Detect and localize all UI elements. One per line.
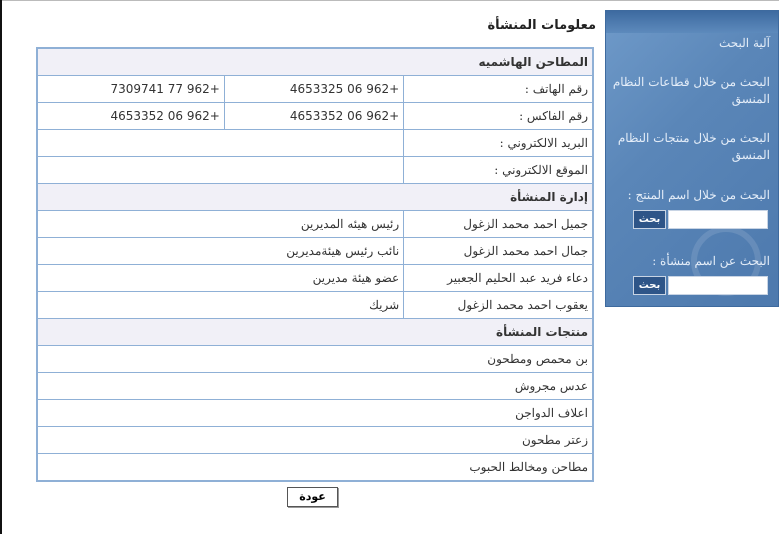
products-heading: منتجات المنشأة bbox=[37, 319, 593, 346]
company-info-table bbox=[36, 47, 594, 482]
table-row bbox=[37, 48, 593, 76]
company-name-input[interactable] bbox=[668, 276, 768, 295]
fax-value-2: +962 06 4653352 bbox=[37, 103, 224, 130]
email-label: البريد الالكتروني : bbox=[404, 130, 593, 157]
product-name-input[interactable] bbox=[668, 210, 768, 229]
manager-name: جميل احمد محمد الزغول bbox=[404, 211, 593, 238]
table-row bbox=[37, 103, 593, 130]
page-title: معلومات المنشأة bbox=[487, 18, 596, 33]
management-heading: إدارة المنشأة bbox=[37, 184, 593, 211]
table-row bbox=[37, 211, 593, 238]
manager-role: رئيس هيئه المديرين bbox=[37, 211, 404, 238]
phone-value-2: +962 77 7309741 bbox=[37, 76, 224, 103]
search-panel-title: آلية البحث bbox=[719, 36, 770, 50]
email-value[interactable] bbox=[37, 130, 404, 157]
website-value[interactable] bbox=[37, 157, 404, 184]
table-row bbox=[37, 346, 593, 373]
table-row bbox=[37, 76, 593, 103]
table-row bbox=[37, 454, 593, 482]
table-row bbox=[37, 400, 593, 427]
manager-name: يعقوب احمد محمد الزغول bbox=[404, 292, 593, 319]
search-by-product-name-label: البحث من خلال اسم المنتج : bbox=[627, 188, 770, 202]
table-row bbox=[37, 319, 593, 346]
table-row bbox=[37, 427, 593, 454]
phone-value-1: +962 06 4653325 bbox=[224, 76, 403, 103]
manager-name: دعاء فريد عبد الحليم الجعبير bbox=[404, 265, 593, 292]
left-border bbox=[0, 0, 2, 534]
manager-role: نائب رئيس هيئةمديرين bbox=[37, 238, 404, 265]
top-border bbox=[0, 0, 779, 1]
table-row bbox=[37, 157, 593, 184]
table-row bbox=[37, 130, 593, 157]
product-item: عدس مجروش bbox=[37, 373, 593, 400]
search-panel bbox=[605, 10, 779, 307]
product-item: بن محمص ومطحون bbox=[37, 346, 593, 373]
panel-header-band bbox=[606, 11, 778, 33]
table-row bbox=[37, 184, 593, 211]
search-by-products-link[interactable]: البحث من خلال منتجات النظام المنسق bbox=[617, 131, 770, 162]
company-name: المطاحن الهاشميه bbox=[37, 48, 593, 76]
company-search-button[interactable]: بحث bbox=[633, 276, 666, 295]
product-item: اعلاف الدواجن bbox=[37, 400, 593, 427]
back-button[interactable]: عودة bbox=[287, 487, 338, 507]
product-item: زعتر مطحون bbox=[37, 427, 593, 454]
manager-name: جمال احمد محمد الزغول bbox=[404, 238, 593, 265]
product-search-button[interactable]: بحث bbox=[633, 210, 666, 229]
table-row bbox=[37, 238, 593, 265]
search-by-sectors-link[interactable]: البحث من خلال قطاعات النظام المنسق bbox=[612, 75, 770, 106]
search-by-company-name-label: البحث عن اسم منشأة : bbox=[652, 254, 770, 268]
phone-label: رقم الهاتف : bbox=[404, 76, 593, 103]
fax-label: رقم الفاكس : bbox=[404, 103, 593, 130]
fax-value-1: +962 06 4653352 bbox=[224, 103, 403, 130]
table-row bbox=[37, 265, 593, 292]
website-label: الموقع الالكتروني : bbox=[404, 157, 593, 184]
table-row bbox=[37, 292, 593, 319]
product-item: مطاحن ومخالط الحبوب bbox=[37, 454, 593, 482]
manager-role: عضو هيئة مديرين bbox=[37, 265, 404, 292]
table-row bbox=[37, 373, 593, 400]
manager-role: شريك bbox=[37, 292, 404, 319]
